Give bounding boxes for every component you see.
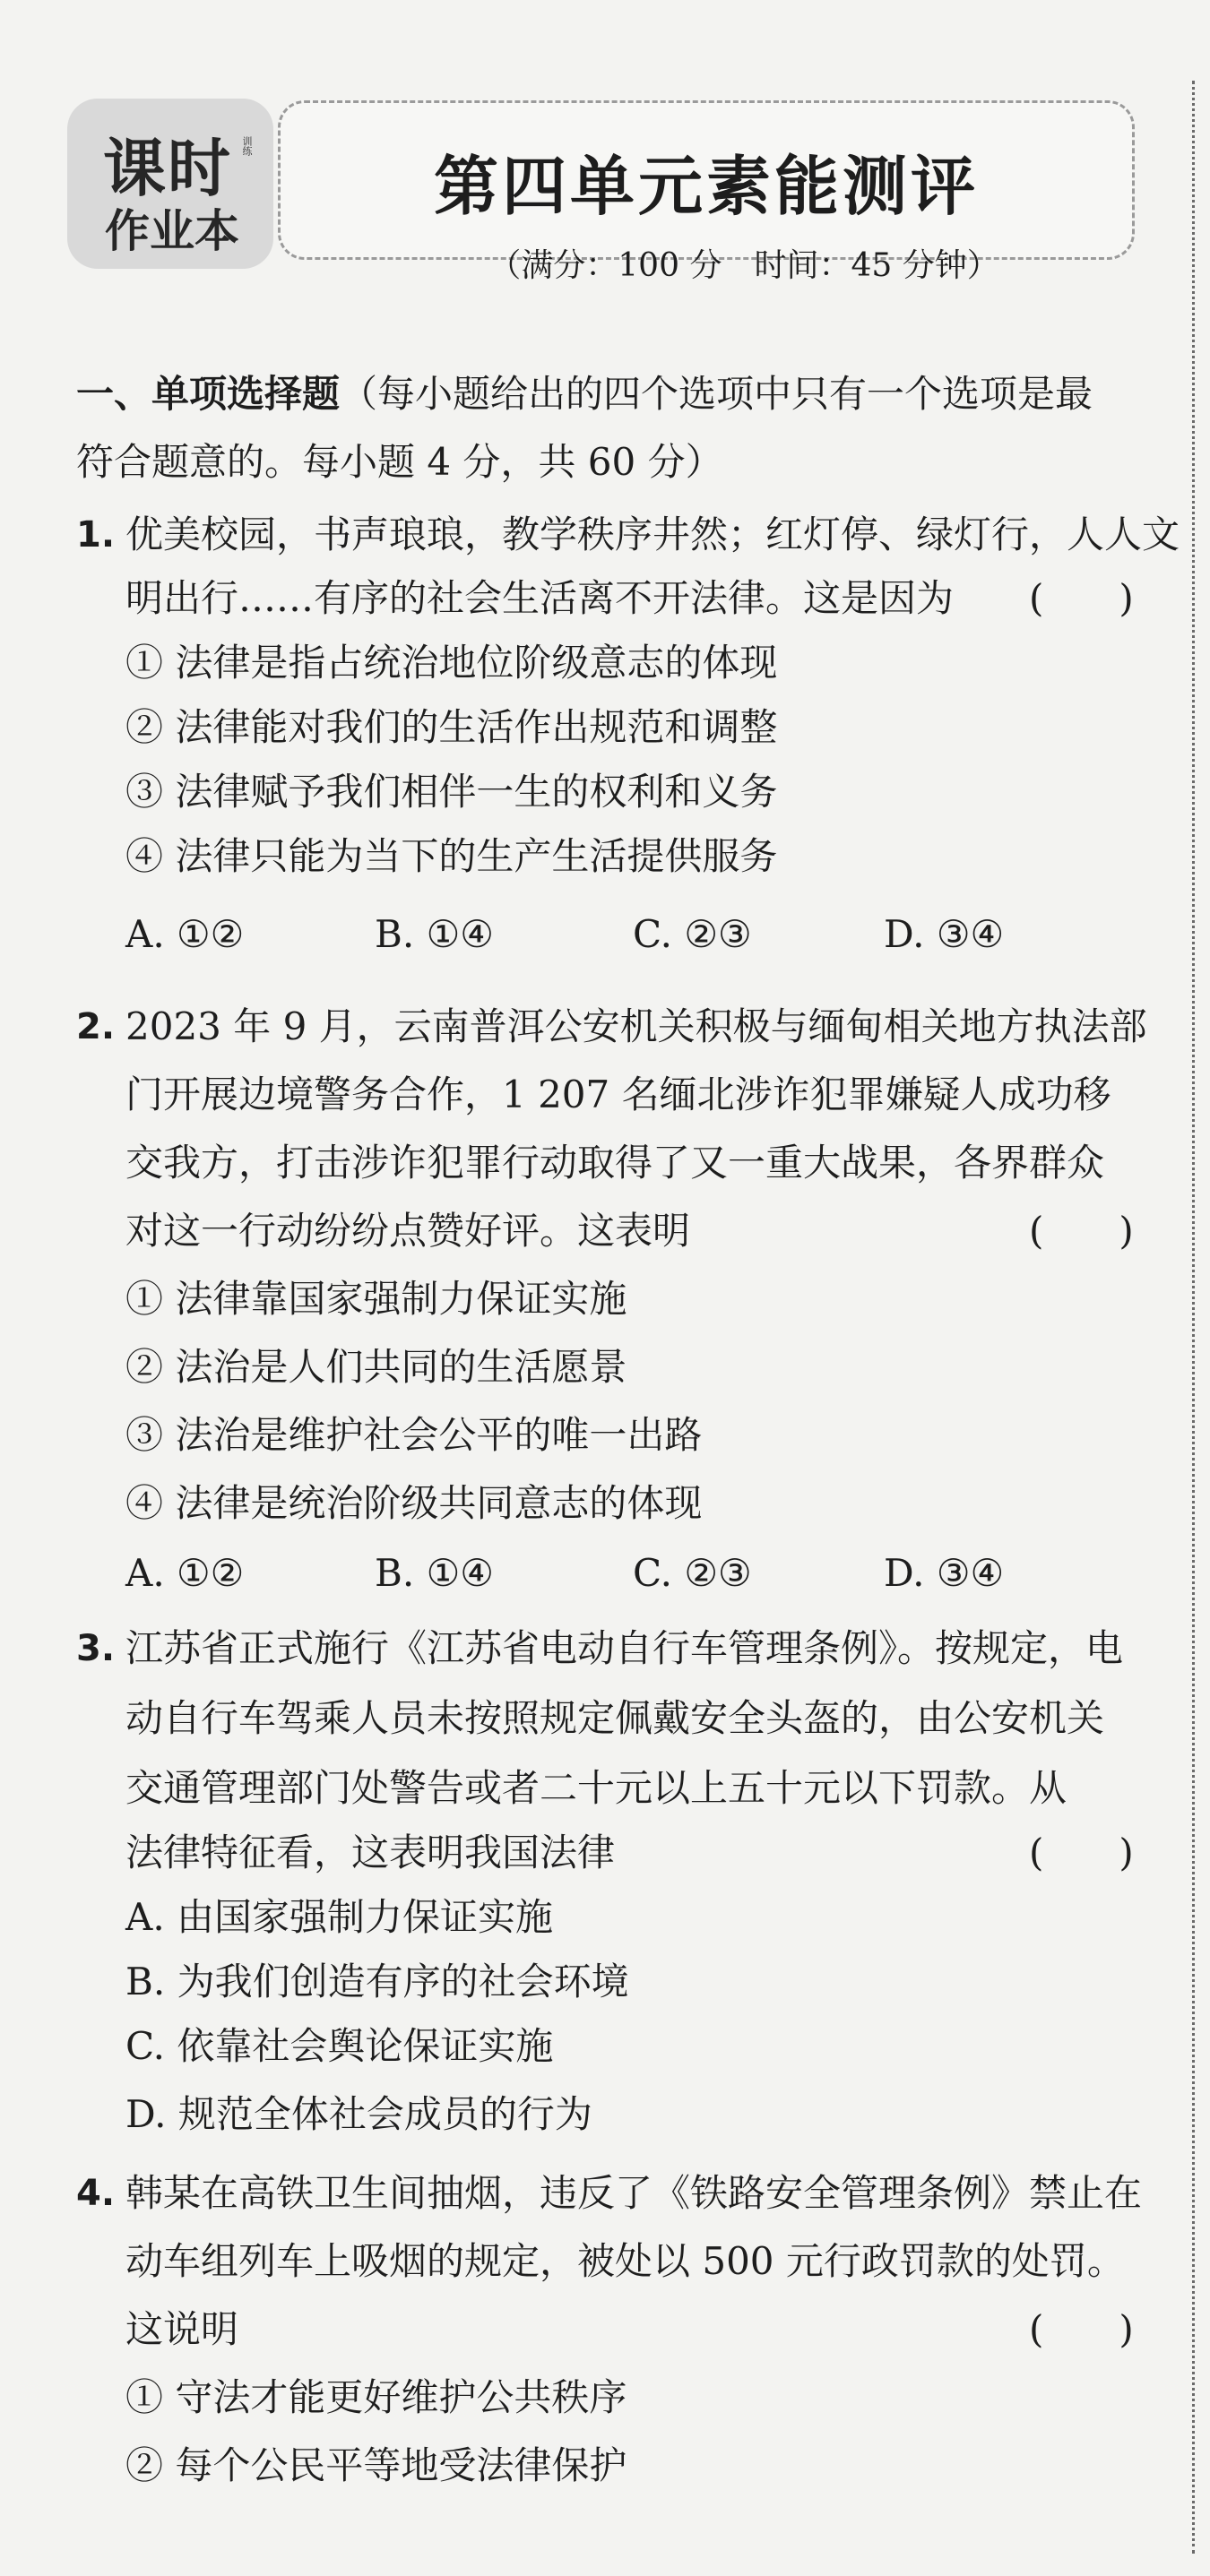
option-b: B. ①④	[375, 912, 494, 956]
statement-item: ④ 法律只能为当下的生产生活提供服务	[125, 834, 778, 878]
question-text: 动自行车驾乘人员未按照规定佩戴安全头盔的，由公安机关	[125, 1696, 1105, 1740]
question-text: 明出行……有序的社会生活离不开法律。这是因为	[125, 576, 955, 620]
question-text: 2023 年 9 月，云南普洱公安机关积极与缅甸相关地方执法部	[125, 1004, 1147, 1048]
answer-blank: ( )	[1029, 1209, 1134, 1253]
option-d: D. ③④	[884, 1551, 1005, 1595]
statement-item: ③ 法治是维护社会公平的唯一出路	[125, 1413, 703, 1457]
option-c: C. ②③	[633, 1551, 752, 1595]
option-c: C. ②③	[633, 912, 752, 956]
question-number: 4.	[76, 2173, 116, 2214]
badge-label-side: 训练	[241, 136, 253, 156]
question-number: 1.	[76, 514, 116, 556]
answer-blank: ( )	[1029, 1831, 1134, 1874]
section-instructions: （每小题给出的四个选项中只有一个选项是最	[340, 372, 1093, 416]
statement-item: ① 守法才能更好维护公共秩序	[125, 2375, 627, 2419]
badge-label-bottom: 作业本	[105, 205, 239, 257]
statement-item: ② 每个公民平等地受法律保护	[125, 2443, 627, 2487]
question-text: 动车组列车上吸烟的规定，被处以 500 元行政罚款的处罚。	[125, 2239, 1125, 2283]
question-text: 优美校园，书声琅琅，教学秩序井然；红灯停、绿灯行，人人文	[125, 513, 1180, 556]
statement-item: ② 法治是人们共同的生活愿景	[125, 1345, 627, 1389]
option-a: A. 由国家强制力保证实施	[125, 1895, 554, 1939]
question-text: 交我方，打击涉诈犯罪行动取得了又一重大战果，各界群众	[125, 1141, 1105, 1185]
section-heading: 一、单项选择题	[76, 372, 341, 416]
statement-item: ② 法律能对我们的生活作出规范和调整	[125, 705, 778, 749]
exam-info: （满分：100 分 时间：45 分钟）	[488, 247, 999, 284]
statement-item: ① 法律靠国家强制力保证实施	[125, 1277, 627, 1321]
option-b: B. 为我们创造有序的社会环境	[125, 1960, 629, 2003]
question-number: 2.	[76, 1006, 116, 1047]
statement-item: ③ 法律赋予我们相伴一生的权利和义务	[125, 770, 778, 814]
statement-item: ④ 法律是统治阶级共同意志的体现	[125, 1481, 703, 1525]
question-text: 江苏省正式施行《江苏省电动自行车管理条例》。按规定，电	[125, 1626, 1124, 1670]
answer-blank: ( )	[1029, 2307, 1134, 2351]
answer-blank: ( )	[1029, 576, 1134, 620]
option-d: D. 规范全体社会成员的行为	[125, 2092, 592, 2136]
statement-item: ① 法律是指占统治地位阶级意志的体现	[125, 641, 778, 685]
option-d: D. ③④	[884, 912, 1005, 956]
option-c: C. 依靠社会舆论保证实施	[125, 2024, 554, 2068]
option-a: A. ①②	[125, 912, 245, 956]
section-instructions-2: 符合题意的。每小题 4 分，共 60 分）	[76, 440, 723, 484]
option-b: B. ①④	[375, 1551, 494, 1595]
page-edge-dotted-line	[1192, 81, 1195, 2554]
question-text: 对这一行动纷纷点赞好评。这表明	[125, 1209, 691, 1253]
option-a: A. ①②	[125, 1551, 245, 1595]
page-title: 第四单元素能测评	[433, 148, 979, 224]
question-text: 门开展边境警务合作，1 207 名缅北涉诈犯罪嫌疑人成功移	[125, 1073, 1111, 1116]
section-heading-line	[76, 367, 1093, 421]
badge-label-top: 课时	[103, 132, 232, 205]
question-text: 法律特征看，这表明我国法律	[125, 1831, 616, 1874]
question-text: 这说明	[125, 2307, 239, 2351]
question-number: 3.	[76, 1628, 116, 1669]
question-text: 交通管理部门处警告或者二十元以上五十元以下罚款。从	[125, 1766, 1067, 1810]
question-text: 韩某在高铁卫生间抽烟，违反了《铁路安全管理条例》禁止在	[125, 2171, 1143, 2215]
